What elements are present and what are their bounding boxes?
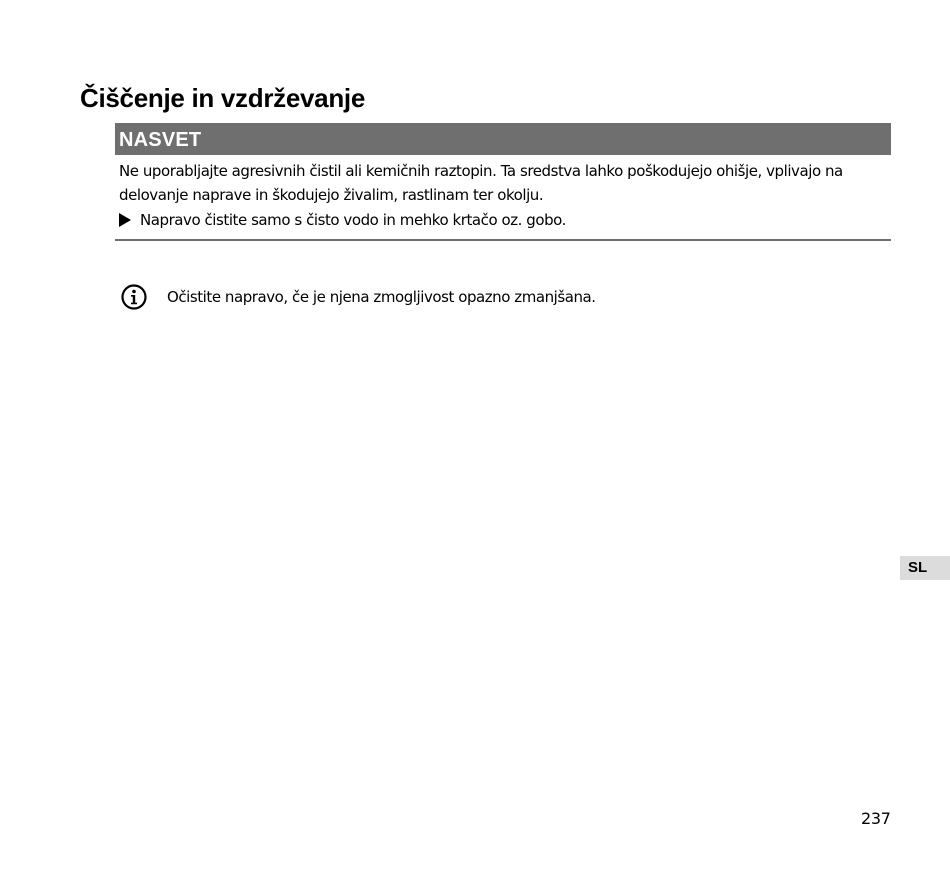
info-icon [121,284,147,310]
language-tab: SL [900,556,950,580]
note-box [115,123,891,241]
note-text-line-1: Ne uporabljajte agresivnih čistil ali kemičnih raztopin. Ta sredstva lahko poškodujejo ohišje, vplivajo na [119,162,843,180]
info-row [121,284,596,310]
info-text: Očistite napravo, če je njena zmogljivost opazno zmanjšana. [167,288,596,306]
note-action [119,209,891,231]
note-text-line-2: delovanje naprave in škodujejo živalim, rastlinam ter okolju. [119,186,544,204]
note-action-text: Napravo čistite samo s čisto vodo in mehko krtačo oz. gobo. [140,211,566,229]
note-text [119,159,891,207]
arrow-right-icon [119,213,131,227]
section-title: Čiščenje in vzdrževanje [80,83,366,113]
note-header: NASVET [115,123,891,155]
page-number: 237 [861,809,891,828]
